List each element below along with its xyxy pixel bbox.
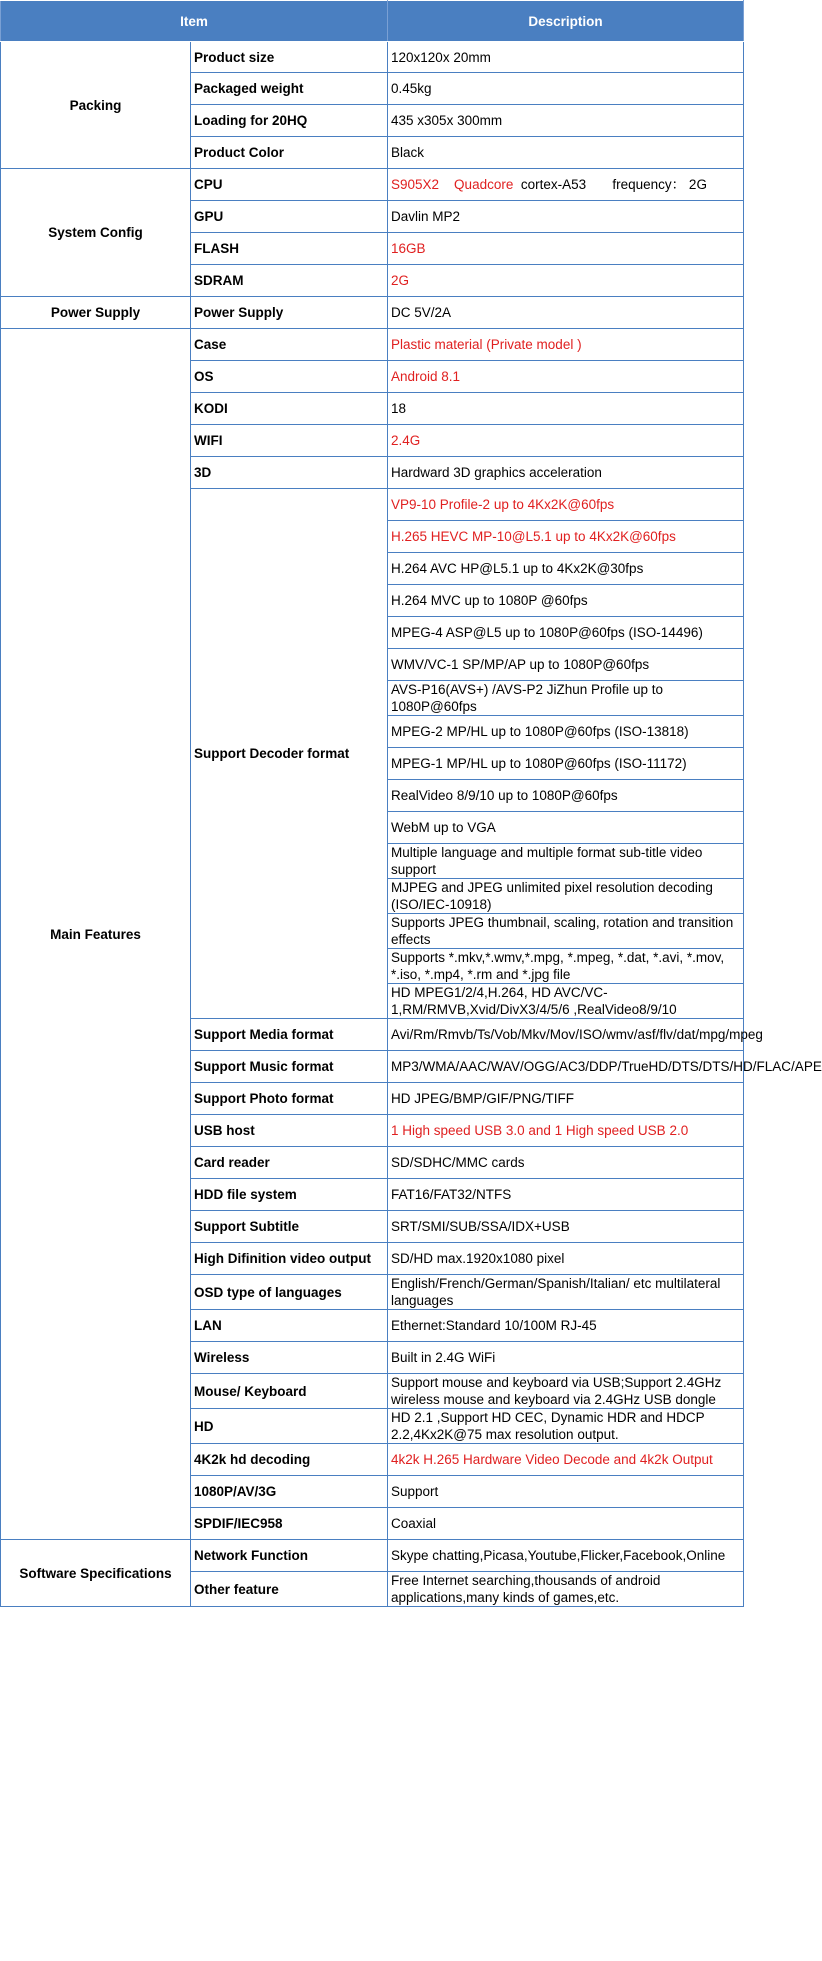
spec-label-usb-host: USB host xyxy=(191,1115,388,1147)
spec-value-network-function: Skype chatting,Picasa,Youtube,Flicker,Facebook,Online xyxy=(388,1540,744,1572)
group-label-system-config: System Config xyxy=(1,169,191,297)
spec-value-high-difinition-video-output: SD/HD max.1920x1080 pixel xyxy=(388,1243,744,1275)
spec-value-packaged-weight: 0.45kg xyxy=(388,73,744,105)
spec-label-support-music-format: Support Music format xyxy=(191,1051,388,1083)
header-row xyxy=(1,1,744,42)
table-row xyxy=(1,297,744,329)
spec-value-gpu: Davlin MP2 xyxy=(388,201,744,233)
spec-label-osd-type-of-languages: OSD type of languages xyxy=(191,1275,388,1310)
spec-value-support-subtitle: SRT/SMI/SUB/SSA/IDX+USB xyxy=(388,1211,744,1243)
spec-value-osd-type-of-languages: English/French/German/Spanish/Italian/ etc multilateral languages xyxy=(388,1275,744,1310)
spec-value-sdram: 2G xyxy=(388,265,744,297)
spec-value-part: cortex-A53 frequency： 2G xyxy=(517,177,707,192)
spec-value-hd: HD 2.1 ,Support HD CEC, Dynamic HDR and HDCP 2.2,4Kx2K@75 max resolution output. xyxy=(388,1409,744,1444)
decoder-format-item: Supports *.mkv,*.wmv,*.mpg, *.mpeg, *.dat, *.avi, *.mov, *.iso, *.mp4, *.rm and *.jpg file xyxy=(388,949,744,984)
spec-value-power-supply: DC 5V/2A xyxy=(388,297,744,329)
spec-label-power-supply: Power Supply xyxy=(191,297,388,329)
spec-label-support-photo-format: Support Photo format xyxy=(191,1083,388,1115)
decoder-format-item: MPEG-2 MP/HL up to 1080P@60fps (ISO-13818) xyxy=(388,716,744,748)
table-row xyxy=(1,42,744,73)
group-label-software-specifications: Software Specifications xyxy=(1,1540,191,1607)
spec-label-os: OS xyxy=(191,361,388,393)
spec-label-4k2k-hd-decoding: 4K2k hd decoding xyxy=(191,1444,388,1476)
spec-value-loading-for-20hq: 435 x305x 300mm xyxy=(388,105,744,137)
decoder-format-item: H.265 HEVC MP-10@L5.1 up to 4Kx2K@60fps xyxy=(388,521,744,553)
spec-value-part: S905X2 Quadcore xyxy=(391,177,518,192)
spec-value-card-reader: SD/SDHC/MMC cards xyxy=(388,1147,744,1179)
spec-label-support-decoder-format: Support Decoder format xyxy=(191,489,388,1019)
decoder-format-item: WMV/VC-1 SP/MP/AP up to 1080P@60fps xyxy=(388,649,744,681)
spec-label-product-color: Product Color xyxy=(191,137,388,169)
spec-label-packaged-weight: Packaged weight xyxy=(191,73,388,105)
spec-label-1080p-av-3g: 1080P/AV/3G xyxy=(191,1476,388,1508)
spec-label-high-difinition-video-output: High Difinition video output xyxy=(191,1243,388,1275)
spec-value-wifi: 2.4G xyxy=(388,425,744,457)
spec-value-lan: Ethernet:Standard 10/100M RJ-45 xyxy=(388,1310,744,1342)
spec-value-os: Android 8.1 xyxy=(388,361,744,393)
table-row xyxy=(1,169,744,201)
decoder-format-item: Multiple language and multiple format sub-title video support xyxy=(388,844,744,879)
spec-label-cpu: CPU xyxy=(191,169,388,201)
spec-label-wireless: Wireless xyxy=(191,1342,388,1374)
header-description: Description xyxy=(388,1,744,42)
table-row xyxy=(1,329,744,361)
spec-value-support-media-format: Avi/Rm/Rmvb/Ts/Vob/Mkv/Mov/ISO/wmv/asf/flv/dat/mpg/mpeg xyxy=(388,1019,744,1051)
table-row xyxy=(1,1540,744,1572)
spec-value-wireless: Built in 2.4G WiFi xyxy=(388,1342,744,1374)
spec-label-support-subtitle: Support Subtitle xyxy=(191,1211,388,1243)
spec-label-sdram: SDRAM xyxy=(191,265,388,297)
decoder-format-item: MPEG-4 ASP@L5 up to 1080P@60fps (ISO-14496) xyxy=(388,617,744,649)
spec-value-usb-host: 1 High speed USB 3.0 and 1 High speed USB 2.0 xyxy=(388,1115,744,1147)
spec-label-gpu: GPU xyxy=(191,201,388,233)
decoder-format-item: Supports JPEG thumbnail, scaling, rotation and transition effects xyxy=(388,914,744,949)
group-label-power-supply: Power Supply xyxy=(1,297,191,329)
decoder-format-item: MJPEG and JPEG unlimited pixel resolution decoding (ISO/IEC-10918) xyxy=(388,879,744,914)
spec-label-spdif-iec958: SPDIF/IEC958 xyxy=(191,1508,388,1540)
decoder-format-item: H.264 MVC up to 1080P @60fps xyxy=(388,585,744,617)
spec-label-lan: LAN xyxy=(191,1310,388,1342)
spec-label-card-reader: Card reader xyxy=(191,1147,388,1179)
spec-label-3d: 3D xyxy=(191,457,388,489)
spec-value-mouse-keyboard: Support mouse and keyboard via USB;Support 2.4GHz wireless mouse and keyboard via 2.4GHz USB dongle xyxy=(388,1374,744,1409)
spec-label-network-function: Network Function xyxy=(191,1540,388,1572)
spec-value-4k2k-hd-decoding: 4k2k H.265 Hardware Video Decode and 4k2k Output xyxy=(388,1444,744,1476)
decoder-format-item: RealVideo 8/9/10 up to 1080P@60fps xyxy=(388,780,744,812)
decoder-format-item: AVS-P16(AVS+) /AVS-P2 JiZhun Profile up to 1080P@60fps xyxy=(388,681,744,716)
decoder-format-item: H.264 AVC HP@L5.1 up to 4Kx2K@30fps xyxy=(388,553,744,585)
spec-value-cpu xyxy=(388,169,744,201)
spec-value-product-size: 120x120x 20mm xyxy=(388,42,744,73)
spec-label-kodi: KODI xyxy=(191,393,388,425)
spec-label-support-media-format: Support Media format xyxy=(191,1019,388,1051)
spec-value-spdif-iec958: Coaxial xyxy=(388,1508,744,1540)
spec-label-mouse-keyboard: Mouse/ Keyboard xyxy=(191,1374,388,1409)
spec-value-support-photo-format: HD JPEG/BMP/GIF/PNG/TIFF xyxy=(388,1083,744,1115)
spec-label-case: Case xyxy=(191,329,388,361)
spec-label-other-feature: Other feature xyxy=(191,1572,388,1607)
spec-label-hd: HD xyxy=(191,1409,388,1444)
spec-label-hdd-file-system: HDD file system xyxy=(191,1179,388,1211)
spec-label-product-size: Product size xyxy=(191,42,388,73)
header-item: Item xyxy=(1,1,388,42)
spec-value-kodi: 18 xyxy=(388,393,744,425)
spec-value-case: Plastic material (Private model ) xyxy=(388,329,744,361)
spec-label-flash: FLASH xyxy=(191,233,388,265)
spec-value-flash: 16GB xyxy=(388,233,744,265)
spec-value-1080p-av-3g: Support xyxy=(388,1476,744,1508)
decoder-format-item: HD MPEG1/2/4,H.264, HD AVC/VC-1,RM/RMVB,Xvid/DivX3/4/5/6 ,RealVideo8/9/10 xyxy=(388,984,744,1019)
decoder-format-item: WebM up to VGA xyxy=(388,812,744,844)
decoder-format-item: MPEG-1 MP/HL up to 1080P@60fps (ISO-11172) xyxy=(388,748,744,780)
spec-label-loading-for-20hq: Loading for 20HQ xyxy=(191,105,388,137)
spec-value-product-color: Black xyxy=(388,137,744,169)
decoder-format-item: VP9-10 Profile-2 up to 4Kx2K@60fps xyxy=(388,489,744,521)
spec-label-wifi: WIFI xyxy=(191,425,388,457)
spec-value-other-feature: Free Internet searching,thousands of android applications,many kinds of games,etc. xyxy=(388,1572,744,1607)
spec-value-3d: Hardward 3D graphics acceleration xyxy=(388,457,744,489)
group-label-main-features: Main Features xyxy=(1,329,191,1540)
group-label-packing: Packing xyxy=(1,42,191,169)
spec-body xyxy=(1,42,822,1607)
spec-value-support-music-format: MP3/WMA/AAC/WAV/OGG/AC3/DDP/TrueHD/DTS/DTS/HD/FLAC/APE xyxy=(388,1051,744,1083)
spec-value-hdd-file-system: FAT16/FAT32/NTFS xyxy=(388,1179,744,1211)
